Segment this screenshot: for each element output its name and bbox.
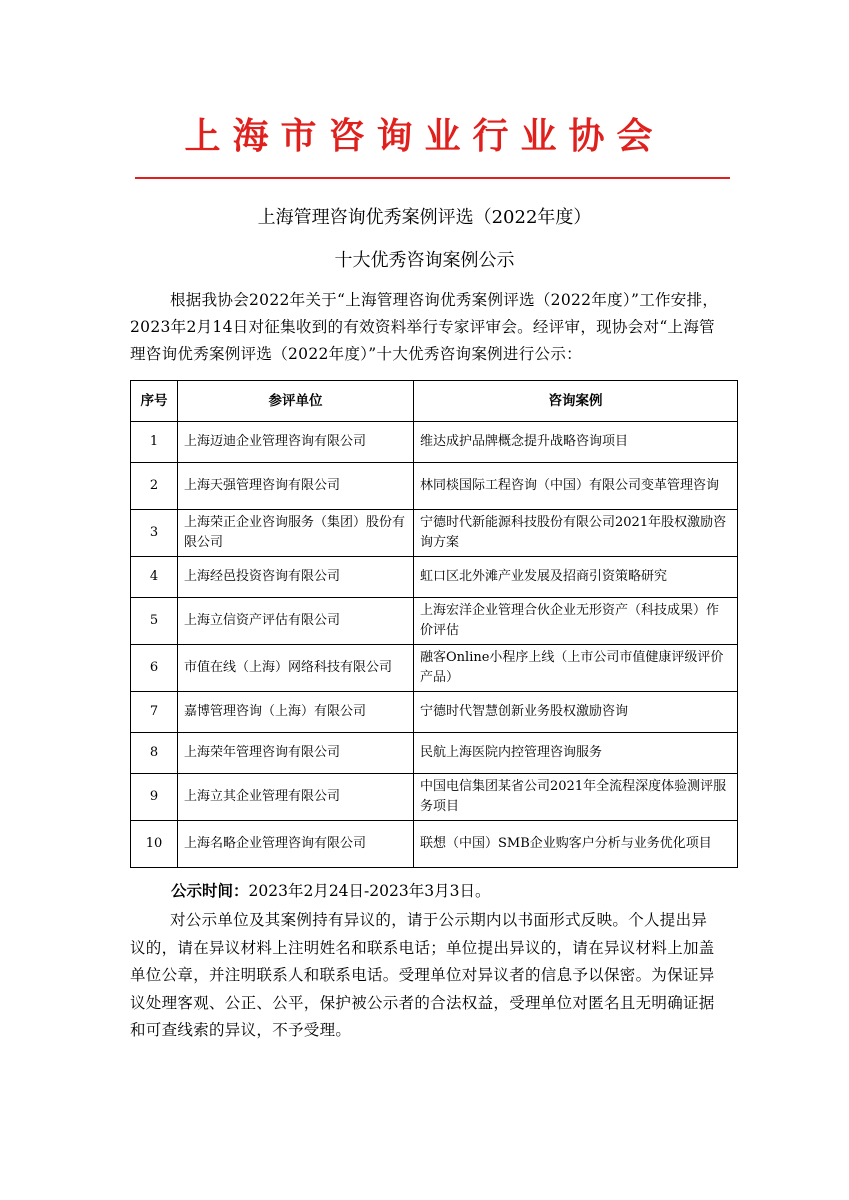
row-no: 9 [131, 774, 178, 821]
table-row [131, 557, 738, 598]
row-case: 虹口区北外滩产业发展及招商引资策略研究 [414, 557, 738, 598]
row-case: 宁德时代新能源科技股份有限公司2021年股权激励咨询方案 [414, 510, 738, 557]
notice-time [171, 879, 490, 901]
row-unit: 上海荣年管理咨询有限公司 [178, 733, 414, 774]
row-unit: 市值在线（上海）网络科技有限公司 [178, 645, 414, 692]
row-no: 6 [131, 645, 178, 692]
row-no: 2 [131, 463, 178, 510]
row-case: 融客Online小程序上线（上市公司市值健康评级评价产品） [414, 645, 738, 692]
row-unit: 嘉博管理咨询（上海）有限公司 [178, 692, 414, 733]
document-subtitle: 十大优秀咨询案例公示 [334, 250, 515, 271]
document-title: 上海管理咨询优秀案例评选（2022年度） [257, 207, 592, 228]
row-no: 7 [131, 692, 178, 733]
objection-paragraph: 对公示单位及其案例持有异议的，请于公示期内以书面形式反映。个人提出异议的，请在异议材料上注明姓名和联系电话；单位提出异议的，请在异议材料上加盖单位公章，并注明联系人和联系电话。受理单位对异议者的信息予以保密。为保证异议处理客观、公正、公平，保护被公示者的合法权益，受理单位对匿名且无明确证据和可查线索的异议，不予受理。 [130, 911, 715, 1040]
row-unit: 上海荣正企业咨询服务（集团）股份有限公司 [178, 510, 414, 557]
row-case: 民航上海医院内控管理咨询服务 [414, 733, 738, 774]
row-unit: 上海经邑投资咨询有限公司 [178, 557, 414, 598]
cases-table [130, 380, 738, 868]
row-case: 中国电信集团某省公司2021年全流程深度体验测评服务项目 [414, 774, 738, 821]
row-no: 8 [131, 733, 178, 774]
row-no: 1 [131, 422, 178, 463]
table-row [131, 463, 738, 510]
letterhead-divider [135, 177, 730, 179]
row-unit: 上海立信资产评估有限公司 [178, 598, 414, 645]
notice-time-value: 2023年2月24日-2023年3月3日。 [248, 882, 491, 900]
intro-paragraph: 根据我协会2022年关于“上海管理咨询优秀案例评选（2022年度）”工作安排，2023年2月14日对征集收到的有效资料举行专家评审会。经评审，现协会对“上海管理咨询优秀案例评选（2022年度）”十大优秀咨询案例进行公示： [130, 291, 719, 363]
row-no: 10 [131, 821, 178, 868]
table-row [131, 733, 738, 774]
row-no: 5 [131, 598, 178, 645]
row-case: 维达成护品牌概念提升战略咨询项目 [414, 422, 738, 463]
row-case: 上海宏洋企业管理合伙企业无形资产（科技成果）作价评估 [414, 598, 738, 645]
table-row [131, 510, 738, 557]
table-row [131, 774, 738, 821]
table-row [131, 422, 738, 463]
row-unit: 上海名略企业管理咨询有限公司 [178, 821, 414, 868]
table-row [131, 598, 738, 645]
notice-time-label: 公示时间： [171, 881, 249, 900]
table-row [131, 821, 738, 868]
header-no: 序号 [131, 381, 178, 422]
row-case: 联想（中国）SMB企业购客户分析与业务优化项目 [414, 821, 738, 868]
header-case: 咨询案例 [414, 381, 738, 422]
table-row [131, 692, 738, 733]
row-case: 林同棪国际工程咨询（中国）有限公司变革管理咨询 [414, 463, 738, 510]
row-unit: 上海立其企业管理有限公司 [178, 774, 414, 821]
letterhead-title: 上海市咨询业行业协会 [184, 116, 665, 157]
row-no: 4 [131, 557, 178, 598]
row-unit: 上海天强管理咨询有限公司 [178, 463, 414, 510]
row-case: 宁德时代智慧创新业务股权激励咨询 [414, 692, 738, 733]
table-row [131, 645, 738, 692]
row-no: 3 [131, 510, 178, 557]
header-unit: 参评单位 [178, 381, 414, 422]
row-unit: 上海迈迪企业管理咨询有限公司 [178, 422, 414, 463]
table-header-row [131, 381, 738, 422]
